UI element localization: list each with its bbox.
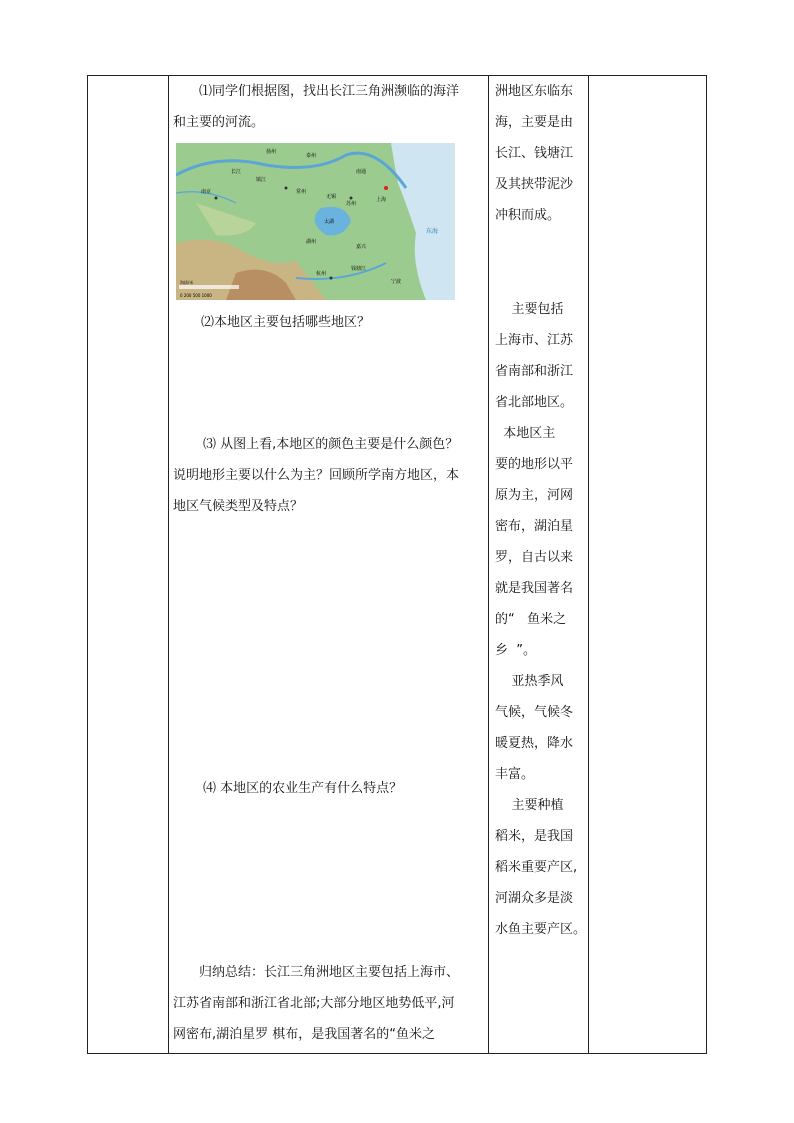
answer-line: 就是我国著名 [495,581,574,596]
map-label: 杭州 [316,271,327,277]
answer-line: 罗，自古以来 [495,550,574,565]
map-label: 无锡 [326,194,337,200]
answer-line: 亚热季风 [495,674,564,689]
summary-line: 归纳总结：长江三角洲地区主要包括上海市、 [199,965,460,980]
question-4: ⑷ 本地区的农业生产有什么特点？ [203,781,403,796]
answer-line: 本地区主 [495,426,556,441]
answer-line: 丰富。 [495,767,535,782]
question-3-line: ⑶ 从图上看,本地区的颜色主要是什么颜色？ [203,437,459,452]
map-legend-title: 海拔/米 [180,280,194,285]
question-3-line: 地区气候类型及特点？ [173,499,304,514]
map-label: 南京 [201,189,212,195]
answer-column [489,76,587,1053]
answer-line: 要的地形以平 [495,457,574,472]
map-label: 扬州 [266,149,277,155]
yangtze-delta-map [176,143,455,300]
activity-column [169,76,488,1053]
answer-line: 密布，湖泊星 [495,519,574,534]
answer-line: 省南部和浙江 [495,364,574,379]
lesson-table [87,75,707,1054]
answer-line: 洲地区东临东 [495,84,574,99]
answer-line: 冲积而成。 [495,208,561,223]
map-label: 镇江 [256,177,267,183]
map-label: 常州 [296,189,307,195]
question-3-line: 说明地形主要以什么为主？回顾所学南方地区，本 [173,468,460,483]
map-label: 长江 [231,169,242,175]
answer-line: 海，主要是由 [495,115,574,130]
map-label: 宁波 [391,279,402,285]
answer-line: 水鱼主要产区。 [495,922,587,937]
map-label: 东海 [426,228,439,235]
question-1 [173,76,485,138]
summary [173,957,485,1050]
answer-2 [495,294,587,418]
answer-line: 原为主，河网 [495,488,574,503]
map-scale: 0 200 500 1000 [180,293,212,298]
answer-line: 长江、钱塘江 [495,146,574,161]
question-3 [173,429,485,522]
answer-line: 乡 ”。 [495,643,536,658]
map-label: 上海 [376,197,387,203]
answer-line: 的“ 鱼米之 [495,612,567,627]
answer-4 [495,666,587,790]
map-label: 泰州 [306,153,317,159]
question-2: ⑵本地区主要包括哪些地区？ [201,315,371,330]
question-1-line: ⑴同学们根据图，找出长江三角洲濒临的海洋 [199,84,460,99]
summary-line: 江苏省南部和浙江省北部;大部分地区地势低平,河 [173,996,455,1011]
answer-line: 气候，气候冬 [495,705,574,720]
map-label: 太湖 [324,219,335,225]
summary-line: 网密布,湖泊星罗 棋布，是我国著名的“鱼米之 [173,1027,435,1042]
map-label: 苏州 [346,201,357,207]
answer-line: 稻米重要产区, [495,860,578,875]
answer-line: 主要种植 [495,798,564,813]
map-label: 嘉兴 [356,244,367,250]
answer-line: 暖夏热，降水 [495,736,574,751]
column-divider [588,76,589,1053]
answer-line: 省北部地区。 [495,395,574,410]
answer-line: 及其挟带泥沙 [495,177,574,192]
answer-5 [495,790,587,945]
map-label: 南通 [356,169,367,175]
map-label: 钱塘江 [351,266,367,272]
answer-3 [495,418,587,666]
map-label: 湖州 [306,239,317,245]
answer-1 [495,76,587,231]
answer-line: 稻米，是我国 [495,829,574,844]
answer-line: 主要包括 [495,302,564,317]
answer-line: 河湖众多是淡 [495,891,574,906]
question-1-line: 和主要的河流。 [173,115,265,130]
answer-line: 上海市、江苏 [495,333,574,348]
